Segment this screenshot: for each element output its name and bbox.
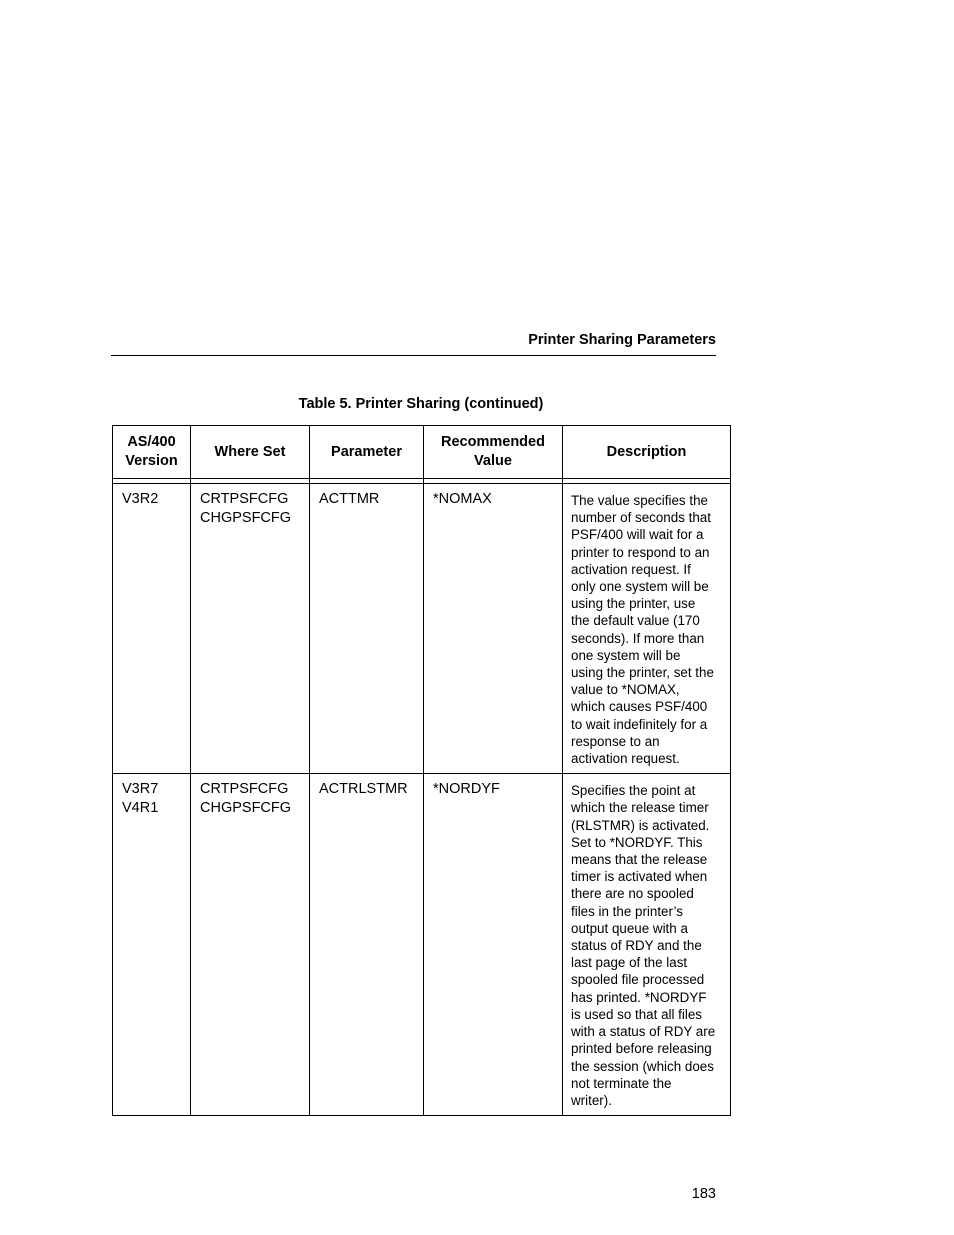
cell-description: The value specifies the number of seconds that PSF/400 will wait for a printer to respond to an activation request. If only one system will be using the printer, use the default value (170 seconds). If more than one system will be using the printer, set the value to *NOMAX, which causes PSF/400 to wait indefinitely for a response to an activation request. — [563, 484, 731, 774]
cell-recommended-value: *NOMAX — [424, 484, 563, 774]
column-header-parameter: Parameter — [310, 426, 424, 479]
cell-where-set: CRTPSFCFG CHGPSFCFG — [191, 774, 310, 1116]
table-row — [113, 774, 731, 1116]
cell-description: Specifies the point at which the release timer (RLSTMR) is activated. Set to *NORDYF. This means that the release timer is activated when there are no spooled files in the printer’s output queue with a status of RDY and the last page of the last spooled file processed has printed. *NORDYF is used so that all files with a status of RDY are printed before releasing the session (which does not terminate the writer). — [563, 774, 731, 1116]
printer-sharing-table — [112, 425, 731, 1116]
cell-version: V3R2 — [113, 484, 191, 774]
table-header-row — [113, 426, 731, 479]
table-row — [113, 484, 731, 774]
column-header-recommended-value: Recommended Value — [424, 426, 563, 479]
cell-where-set: CRTPSFCFG CHGPSFCFG — [191, 484, 310, 774]
cell-parameter: ACTTMR — [310, 484, 424, 774]
running-header-title: Printer Sharing Parameters — [528, 332, 716, 348]
page-number: 183 — [691, 1186, 716, 1202]
running-header — [111, 330, 716, 356]
cell-parameter: ACTRLSTMR — [310, 774, 424, 1116]
cell-version: V3R7 V4R1 — [113, 774, 191, 1116]
column-header-where-set: Where Set — [191, 426, 310, 479]
table-caption: Table 5. Printer Sharing (continued) — [298, 396, 544, 412]
column-header-version: AS/400 Version — [113, 426, 191, 479]
cell-recommended-value: *NORDYF — [424, 774, 563, 1116]
column-header-description: Description — [563, 426, 731, 479]
